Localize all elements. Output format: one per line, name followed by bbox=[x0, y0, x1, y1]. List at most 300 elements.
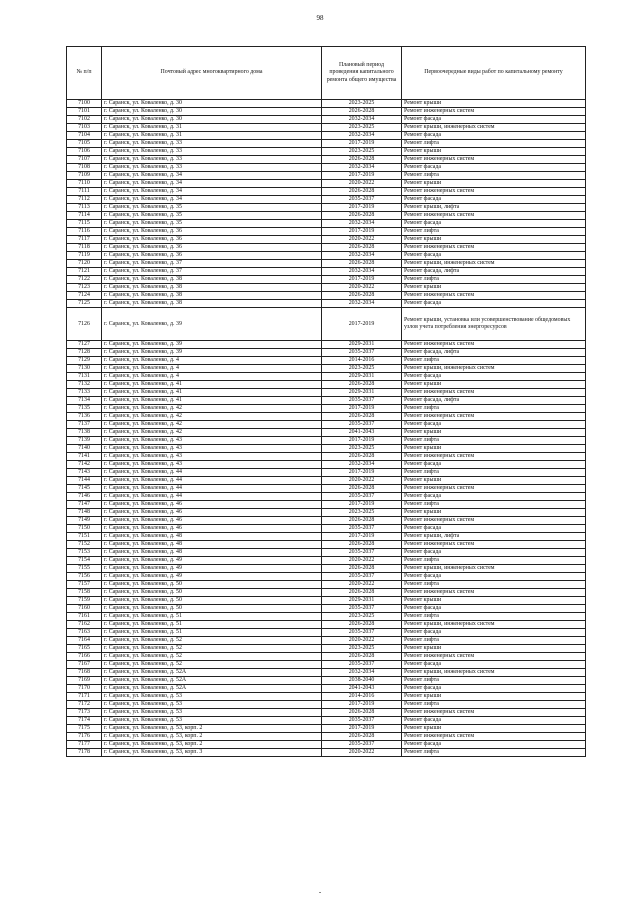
period-cell: 2020-2022 bbox=[322, 749, 402, 757]
works-cell: Ремонт крыши, инженерных систем bbox=[402, 621, 586, 629]
address-cell: г. Саранск, ул. Коваленко, д. 50 bbox=[102, 605, 322, 613]
period-cell: 2032-2034 bbox=[322, 116, 402, 124]
works-cell: Ремонт инженерных систем bbox=[402, 589, 586, 597]
table-row bbox=[67, 244, 586, 252]
address-cell: г. Саранск, ул. Коваленко, д. 30 bbox=[102, 100, 322, 108]
table-row bbox=[67, 172, 586, 180]
table-row bbox=[67, 717, 586, 725]
period-cell: 2023-2025 bbox=[322, 645, 402, 653]
works-cell: Ремонт лифта bbox=[402, 581, 586, 589]
table-row bbox=[67, 373, 586, 381]
address-cell: г. Саранск, ул. Коваленко, д. 4 bbox=[102, 357, 322, 365]
address-cell: г. Саранск, ул. Коваленко, д. 52 bbox=[102, 661, 322, 669]
table-row bbox=[67, 701, 586, 709]
row-number-cell: 7170 bbox=[67, 685, 102, 693]
row-number-cell: 7156 bbox=[67, 573, 102, 581]
row-number-cell: 7148 bbox=[67, 509, 102, 517]
period-cell: 2023-2025 bbox=[322, 445, 402, 453]
works-cell: Ремонт лифта bbox=[402, 501, 586, 509]
row-number-cell: 7147 bbox=[67, 501, 102, 509]
row-number-cell: 7113 bbox=[67, 204, 102, 212]
row-number-cell: 7149 bbox=[67, 517, 102, 525]
table-row bbox=[67, 188, 586, 196]
row-number-cell: 7146 bbox=[67, 493, 102, 501]
period-cell: 2035-2037 bbox=[322, 421, 402, 429]
address-cell: г. Саранск, ул. Коваленко, д. 49 bbox=[102, 565, 322, 573]
row-number-cell: 7142 bbox=[67, 461, 102, 469]
period-cell: 2032-2034 bbox=[322, 669, 402, 677]
address-cell: г. Саранск, ул. Коваленко, д. 44 bbox=[102, 493, 322, 501]
period-cell: 2023-2025 bbox=[322, 509, 402, 517]
works-cell: Ремонт лифта bbox=[402, 637, 586, 645]
period-cell: 2017-2019 bbox=[322, 701, 402, 709]
address-cell: г. Саранск, ул. Коваленко, д. 43 bbox=[102, 437, 322, 445]
address-cell: г. Саранск, ул. Коваленко, д. 34 bbox=[102, 188, 322, 196]
table-row bbox=[67, 709, 586, 717]
works-cell: Ремонт лифта bbox=[402, 613, 586, 621]
works-cell: Ремонт лифта bbox=[402, 228, 586, 236]
table-body bbox=[67, 100, 586, 757]
period-cell: 2029-2031 bbox=[322, 389, 402, 397]
works-cell: Ремонт фасада bbox=[402, 573, 586, 581]
period-cell: 2035-2037 bbox=[322, 349, 402, 357]
address-cell: г. Саранск, ул. Коваленко, д. 53, корп. 2 bbox=[102, 733, 322, 741]
row-number-cell: 7130 bbox=[67, 365, 102, 373]
row-number-cell: 7158 bbox=[67, 589, 102, 597]
table-row bbox=[67, 693, 586, 701]
row-number-cell: 7175 bbox=[67, 725, 102, 733]
address-cell: г. Саранск, ул. Коваленко, д. 43 bbox=[102, 461, 322, 469]
address-cell: г. Саранск, ул. Коваленко, д. 53 bbox=[102, 693, 322, 701]
row-number-cell: 7172 bbox=[67, 701, 102, 709]
table-row bbox=[67, 413, 586, 421]
works-cell: Ремонт крыши bbox=[402, 429, 586, 437]
table-row bbox=[67, 196, 586, 204]
period-cell: 2017-2019 bbox=[322, 172, 402, 180]
row-number-cell: 7121 bbox=[67, 268, 102, 276]
period-cell: 2017-2019 bbox=[322, 469, 402, 477]
table-row bbox=[67, 493, 586, 501]
address-cell: г. Саранск, ул. Коваленко, д. 50 bbox=[102, 589, 322, 597]
address-cell: г. Саранск, ул. Коваленко, д. 31 bbox=[102, 124, 322, 132]
table-row bbox=[67, 581, 586, 589]
address-cell: г. Саранск, ул. Коваленко, д. 33 bbox=[102, 140, 322, 148]
table-row bbox=[67, 525, 586, 533]
works-cell: Ремонт крыши, инженерных систем bbox=[402, 260, 586, 268]
row-number-cell: 7103 bbox=[67, 124, 102, 132]
row-number-cell: 7119 bbox=[67, 252, 102, 260]
works-cell: Ремонт крыши bbox=[402, 381, 586, 389]
works-cell: Ремонт крыши bbox=[402, 477, 586, 485]
period-cell: 2026-2028 bbox=[322, 212, 402, 220]
row-number-cell: 7178 bbox=[67, 749, 102, 757]
works-cell: Ремонт инженерных систем bbox=[402, 541, 586, 549]
address-cell: г. Саранск, ул. Коваленко, д. 38 bbox=[102, 300, 322, 308]
period-cell: 2020-2022 bbox=[322, 236, 402, 244]
period-cell: 2026-2028 bbox=[322, 244, 402, 252]
works-cell: Ремонт крыши bbox=[402, 445, 586, 453]
works-cell: Ремонт крыши, установка или усовершенствование общедомовых узлов учета потребления энергоресурсов bbox=[402, 308, 586, 341]
address-cell: г. Саранск, ул. Коваленко, д. 44 bbox=[102, 469, 322, 477]
table-row bbox=[67, 557, 586, 565]
address-cell: г. Саранск, ул. Коваленко, д. 42 bbox=[102, 429, 322, 437]
row-number-cell: 7109 bbox=[67, 172, 102, 180]
works-cell: Ремонт инженерных систем bbox=[402, 292, 586, 300]
period-cell: 2017-2019 bbox=[322, 533, 402, 541]
address-cell: г. Саранск, ул. Коваленко, д. 41 bbox=[102, 381, 322, 389]
period-cell: 2026-2028 bbox=[322, 188, 402, 196]
works-cell: Ремонт инженерных систем bbox=[402, 653, 586, 661]
address-cell: г. Саранск, ул. Коваленко, д. 36 bbox=[102, 252, 322, 260]
period-cell: 2035-2037 bbox=[322, 493, 402, 501]
period-cell: 2026-2028 bbox=[322, 653, 402, 661]
row-number-cell: 7128 bbox=[67, 349, 102, 357]
works-cell: Ремонт лифта bbox=[402, 701, 586, 709]
table-row bbox=[67, 124, 586, 132]
works-cell: Ремонт фасада, лифта bbox=[402, 268, 586, 276]
address-cell: г. Саранск, ул. Коваленко, д. 51 bbox=[102, 613, 322, 621]
row-number-cell: 7131 bbox=[67, 373, 102, 381]
address-cell: г. Саранск, ул. Коваленко, д. 30 bbox=[102, 108, 322, 116]
works-cell: Ремонт лифта bbox=[402, 140, 586, 148]
address-cell: г. Саранск, ул. Коваленко, д. 33 bbox=[102, 148, 322, 156]
address-cell: г. Саранск, ул. Коваленко, д. 4 bbox=[102, 365, 322, 373]
period-cell: 2014-2016 bbox=[322, 357, 402, 365]
address-cell: г. Саранск, ул. Коваленко, д. 38 bbox=[102, 276, 322, 284]
row-number-cell: 7163 bbox=[67, 629, 102, 637]
address-cell: г. Саранск, ул. Коваленко, д. 35 bbox=[102, 204, 322, 212]
row-number-cell: 7138 bbox=[67, 429, 102, 437]
address-cell: г. Саранск, ул. Коваленко, д. 53 bbox=[102, 709, 322, 717]
period-cell: 2035-2037 bbox=[322, 549, 402, 557]
period-cell: 2035-2037 bbox=[322, 397, 402, 405]
table-row bbox=[67, 501, 586, 509]
row-number-cell: 7166 bbox=[67, 653, 102, 661]
period-cell: 2017-2019 bbox=[322, 204, 402, 212]
table-row bbox=[67, 164, 586, 172]
row-number-cell: 7155 bbox=[67, 565, 102, 573]
address-cell: г. Саранск, ул. Коваленко, д. 33 bbox=[102, 156, 322, 164]
works-cell: Ремонт фасада bbox=[402, 220, 586, 228]
row-number-cell: 7126 bbox=[67, 308, 102, 341]
period-cell: 2017-2019 bbox=[322, 276, 402, 284]
address-cell: г. Саранск, ул. Коваленко, д. 35 bbox=[102, 212, 322, 220]
works-cell: Ремонт крыши bbox=[402, 284, 586, 292]
period-cell: 2014-2016 bbox=[322, 693, 402, 701]
works-cell: Ремонт фасада, лифта bbox=[402, 349, 586, 357]
row-number-cell: 7124 bbox=[67, 292, 102, 300]
address-cell: г. Саранск, ул. Коваленко, д. 42 bbox=[102, 421, 322, 429]
works-cell: Ремонт лифта bbox=[402, 749, 586, 757]
table-row bbox=[67, 381, 586, 389]
footer-mark: ‑ bbox=[318, 888, 322, 896]
row-number-cell: 7137 bbox=[67, 421, 102, 429]
table-row bbox=[67, 685, 586, 693]
address-cell: г. Саранск, ул. Коваленко, д. 42 bbox=[102, 413, 322, 421]
address-cell: г. Саранск, ул. Коваленко, д. 38 bbox=[102, 292, 322, 300]
row-number-cell: 7143 bbox=[67, 469, 102, 477]
period-cell: 2020-2022 bbox=[322, 284, 402, 292]
period-cell: 2026-2028 bbox=[322, 108, 402, 116]
works-cell: Ремонт крыши, инженерных систем bbox=[402, 124, 586, 132]
row-number-cell: 7106 bbox=[67, 148, 102, 156]
table-row bbox=[67, 565, 586, 573]
period-cell: 2023-2025 bbox=[322, 613, 402, 621]
address-cell: г. Саранск, ул. Коваленко, д. 44 bbox=[102, 485, 322, 493]
works-cell: Ремонт крыши bbox=[402, 645, 586, 653]
row-number-cell: 7132 bbox=[67, 381, 102, 389]
address-cell: г. Саранск, ул. Коваленко, д. 53, корп. 2 bbox=[102, 741, 322, 749]
address-cell: г. Саранск, ул. Коваленко, д. 51 bbox=[102, 629, 322, 637]
table-row bbox=[67, 749, 586, 757]
row-number-cell: 7153 bbox=[67, 549, 102, 557]
table-row bbox=[67, 268, 586, 276]
row-number-cell: 7120 bbox=[67, 260, 102, 268]
period-cell: 2017-2019 bbox=[322, 405, 402, 413]
works-cell: Ремонт лифта bbox=[402, 357, 586, 365]
address-cell: г. Саранск, ул. Коваленко, д. 36 bbox=[102, 228, 322, 236]
address-cell: г. Саранск, ул. Коваленко, д. 39 bbox=[102, 341, 322, 349]
table-row bbox=[67, 437, 586, 445]
period-cell: 2026-2028 bbox=[322, 485, 402, 493]
table-row bbox=[67, 292, 586, 300]
table-row bbox=[67, 429, 586, 437]
table-row bbox=[67, 453, 586, 461]
period-cell: 2020-2022 bbox=[322, 557, 402, 565]
works-cell: Ремонт фасада bbox=[402, 132, 586, 140]
works-cell: Ремонт фасада bbox=[402, 549, 586, 557]
works-cell: Ремонт инженерных систем bbox=[402, 389, 586, 397]
table-row bbox=[67, 645, 586, 653]
table-row bbox=[67, 108, 586, 116]
header-priority-works: Первоочередные виды работ по капитальному ремонту bbox=[402, 47, 586, 100]
works-cell: Ремонт фасада bbox=[402, 116, 586, 124]
period-cell: 2026-2028 bbox=[322, 453, 402, 461]
works-cell: Ремонт фасада bbox=[402, 493, 586, 501]
works-cell: Ремонт крыши bbox=[402, 693, 586, 701]
table-row bbox=[67, 252, 586, 260]
works-cell: Ремонт лифта bbox=[402, 437, 586, 445]
period-cell: 2029-2031 bbox=[322, 373, 402, 381]
period-cell: 2017-2019 bbox=[322, 140, 402, 148]
table-row bbox=[67, 477, 586, 485]
table-row bbox=[67, 148, 586, 156]
table-row bbox=[67, 573, 586, 581]
row-number-cell: 7134 bbox=[67, 397, 102, 405]
period-cell: 2017-2019 bbox=[322, 437, 402, 445]
row-number-cell: 7173 bbox=[67, 709, 102, 717]
period-cell: 2023-2025 bbox=[322, 148, 402, 156]
address-cell: г. Саранск, ул. Коваленко, д. 38 bbox=[102, 284, 322, 292]
row-number-cell: 7114 bbox=[67, 212, 102, 220]
works-cell: Ремонт фасада bbox=[402, 300, 586, 308]
address-cell: г. Саранск, ул. Коваленко, д. 52 bbox=[102, 645, 322, 653]
works-cell: Ремонт крыши bbox=[402, 236, 586, 244]
row-number-cell: 7167 bbox=[67, 661, 102, 669]
table-row bbox=[67, 509, 586, 517]
row-number-cell: 7136 bbox=[67, 413, 102, 421]
row-number-cell: 7129 bbox=[67, 357, 102, 365]
period-cell: 2020-2022 bbox=[322, 637, 402, 645]
period-cell: 2017-2019 bbox=[322, 308, 402, 341]
page-number: 98 bbox=[316, 14, 324, 22]
row-number-cell: 7174 bbox=[67, 717, 102, 725]
period-cell: 2023-2025 bbox=[322, 124, 402, 132]
works-cell: Ремонт инженерных систем bbox=[402, 517, 586, 525]
table-row bbox=[67, 100, 586, 108]
works-cell: Ремонт крыши, лифта bbox=[402, 533, 586, 541]
address-cell: г. Саранск, ул. Коваленко, д. 48 bbox=[102, 533, 322, 541]
table-row bbox=[67, 132, 586, 140]
works-cell: Ремонт фасада bbox=[402, 373, 586, 381]
table-row bbox=[67, 140, 586, 148]
works-cell: Ремонт лифта bbox=[402, 276, 586, 284]
address-cell: г. Саранск, ул. Коваленко, д. 52 bbox=[102, 653, 322, 661]
period-cell: 2026-2028 bbox=[322, 621, 402, 629]
row-number-cell: 7154 bbox=[67, 557, 102, 565]
works-cell: Ремонт фасада, лифта bbox=[402, 397, 586, 405]
table-row bbox=[67, 204, 586, 212]
row-number-cell: 7177 bbox=[67, 741, 102, 749]
table-row bbox=[67, 541, 586, 549]
period-cell: 2032-2034 bbox=[322, 164, 402, 172]
period-cell: 2035-2037 bbox=[322, 741, 402, 749]
table-row bbox=[67, 589, 586, 597]
address-cell: г. Саранск, ул. Коваленко, д. 36 bbox=[102, 244, 322, 252]
period-cell: 2026-2028 bbox=[322, 260, 402, 268]
table-row bbox=[67, 461, 586, 469]
period-cell: 2026-2028 bbox=[322, 156, 402, 164]
table-row bbox=[67, 349, 586, 357]
works-cell: Ремонт фасада bbox=[402, 525, 586, 533]
address-cell: г. Саранск, ул. Коваленко, д. 46 bbox=[102, 525, 322, 533]
period-cell: 2026-2028 bbox=[322, 413, 402, 421]
works-cell: Ремонт лифта bbox=[402, 172, 586, 180]
works-cell: Ремонт лифта bbox=[402, 677, 586, 685]
row-number-cell: 7117 bbox=[67, 236, 102, 244]
address-cell: г. Саранск, ул. Коваленко, д. 52А bbox=[102, 685, 322, 693]
row-number-cell: 7100 bbox=[67, 100, 102, 108]
works-cell: Ремонт крыши, инженерных систем bbox=[402, 669, 586, 677]
address-cell: г. Саранск, ул. Коваленко, д. 53 bbox=[102, 701, 322, 709]
row-number-cell: 7108 bbox=[67, 164, 102, 172]
address-cell: г. Саранск, ул. Коваленко, д. 48 bbox=[102, 549, 322, 557]
works-cell: Ремонт фасада bbox=[402, 461, 586, 469]
row-number-cell: 7111 bbox=[67, 188, 102, 196]
period-cell: 2032-2034 bbox=[322, 300, 402, 308]
table-row bbox=[67, 637, 586, 645]
table-row bbox=[67, 180, 586, 188]
period-cell: 2035-2037 bbox=[322, 196, 402, 204]
period-cell: 2017-2019 bbox=[322, 501, 402, 509]
address-cell: г. Саранск, ул. Коваленко, д. 39 bbox=[102, 308, 322, 341]
works-cell: Ремонт инженерных систем bbox=[402, 244, 586, 252]
table-row bbox=[67, 220, 586, 228]
works-cell: Ремонт фасада bbox=[402, 717, 586, 725]
table-row bbox=[67, 341, 586, 349]
address-cell: г. Саранск, ул. Коваленко, д. 39 bbox=[102, 349, 322, 357]
period-cell: 2035-2037 bbox=[322, 661, 402, 669]
address-cell: г. Саранск, ул. Коваленко, д. 41 bbox=[102, 389, 322, 397]
table-row bbox=[67, 397, 586, 405]
address-cell: г. Саранск, ул. Коваленко, д. 48 bbox=[102, 541, 322, 549]
works-cell: Ремонт фасада bbox=[402, 252, 586, 260]
works-cell: Ремонт фасада bbox=[402, 164, 586, 172]
works-cell: Ремонт инженерных систем bbox=[402, 212, 586, 220]
works-cell: Ремонт инженерных систем bbox=[402, 733, 586, 741]
period-cell: 2026-2028 bbox=[322, 733, 402, 741]
row-number-cell: 7115 bbox=[67, 220, 102, 228]
row-number-cell: 7125 bbox=[67, 300, 102, 308]
period-cell: 2026-2028 bbox=[322, 589, 402, 597]
table-row bbox=[67, 533, 586, 541]
row-number-cell: 7133 bbox=[67, 389, 102, 397]
table-row bbox=[67, 733, 586, 741]
row-number-cell: 7105 bbox=[67, 140, 102, 148]
period-cell: 2029-2031 bbox=[322, 341, 402, 349]
address-cell: г. Саранск, ул. Коваленко, д. 41 bbox=[102, 397, 322, 405]
period-cell: 2035-2037 bbox=[322, 525, 402, 533]
table-row bbox=[67, 308, 586, 341]
period-cell: 2041-2043 bbox=[322, 685, 402, 693]
works-cell: Ремонт инженерных систем bbox=[402, 413, 586, 421]
table-row bbox=[67, 405, 586, 413]
row-number-cell: 7141 bbox=[67, 453, 102, 461]
works-cell: Ремонт крыши, инженерных систем bbox=[402, 565, 586, 573]
table-row bbox=[67, 228, 586, 236]
works-cell: Ремонт фасада bbox=[402, 629, 586, 637]
address-cell: г. Саранск, ул. Коваленко, д. 52 bbox=[102, 637, 322, 645]
table-row bbox=[67, 357, 586, 365]
row-number-cell: 7165 bbox=[67, 645, 102, 653]
period-cell: 2023-2025 bbox=[322, 365, 402, 373]
period-cell: 2035-2037 bbox=[322, 629, 402, 637]
period-cell: 2020-2022 bbox=[322, 180, 402, 188]
works-cell: Ремонт крыши bbox=[402, 100, 586, 108]
address-cell: г. Саранск, ул. Коваленко, д. 33 bbox=[102, 164, 322, 172]
table-header bbox=[67, 47, 586, 100]
address-cell: г. Саранск, ул. Коваленко, д. 44 bbox=[102, 477, 322, 485]
works-cell: Ремонт инженерных систем bbox=[402, 341, 586, 349]
address-cell: г. Саранск, ул. Коваленко, д. 49 bbox=[102, 557, 322, 565]
row-number-cell: 7112 bbox=[67, 196, 102, 204]
works-cell: Ремонт фасада bbox=[402, 685, 586, 693]
row-number-cell: 7104 bbox=[67, 132, 102, 140]
period-cell: 2020-2022 bbox=[322, 581, 402, 589]
table-row bbox=[67, 284, 586, 292]
address-cell: г. Саранск, ул. Коваленко, д. 4 bbox=[102, 373, 322, 381]
works-cell: Ремонт крыши bbox=[402, 509, 586, 517]
address-cell: г. Саранск, ул. Коваленко, д. 50 bbox=[102, 597, 322, 605]
table-row bbox=[67, 276, 586, 284]
row-number-cell: 7157 bbox=[67, 581, 102, 589]
header-planned-period: Плановый период проведения капитального ремонта общего имущества bbox=[322, 47, 402, 100]
period-cell: 2026-2028 bbox=[322, 517, 402, 525]
address-cell: г. Саранск, ул. Коваленко, д. 36 bbox=[102, 236, 322, 244]
period-cell: 2029-2031 bbox=[322, 597, 402, 605]
period-cell: 2017-2019 bbox=[322, 725, 402, 733]
table-row bbox=[67, 156, 586, 164]
works-cell: Ремонт фасада bbox=[402, 605, 586, 613]
address-cell: г. Саранск, ул. Коваленко, д. 46 bbox=[102, 509, 322, 517]
period-cell: 2041-2043 bbox=[322, 429, 402, 437]
address-cell: г. Саранск, ул. Коваленко, д. 46 bbox=[102, 501, 322, 509]
row-number-cell: 7144 bbox=[67, 477, 102, 485]
row-number-cell: 7164 bbox=[67, 637, 102, 645]
table-row bbox=[67, 677, 586, 685]
works-cell: Ремонт инженерных систем bbox=[402, 188, 586, 196]
row-number-cell: 7168 bbox=[67, 669, 102, 677]
